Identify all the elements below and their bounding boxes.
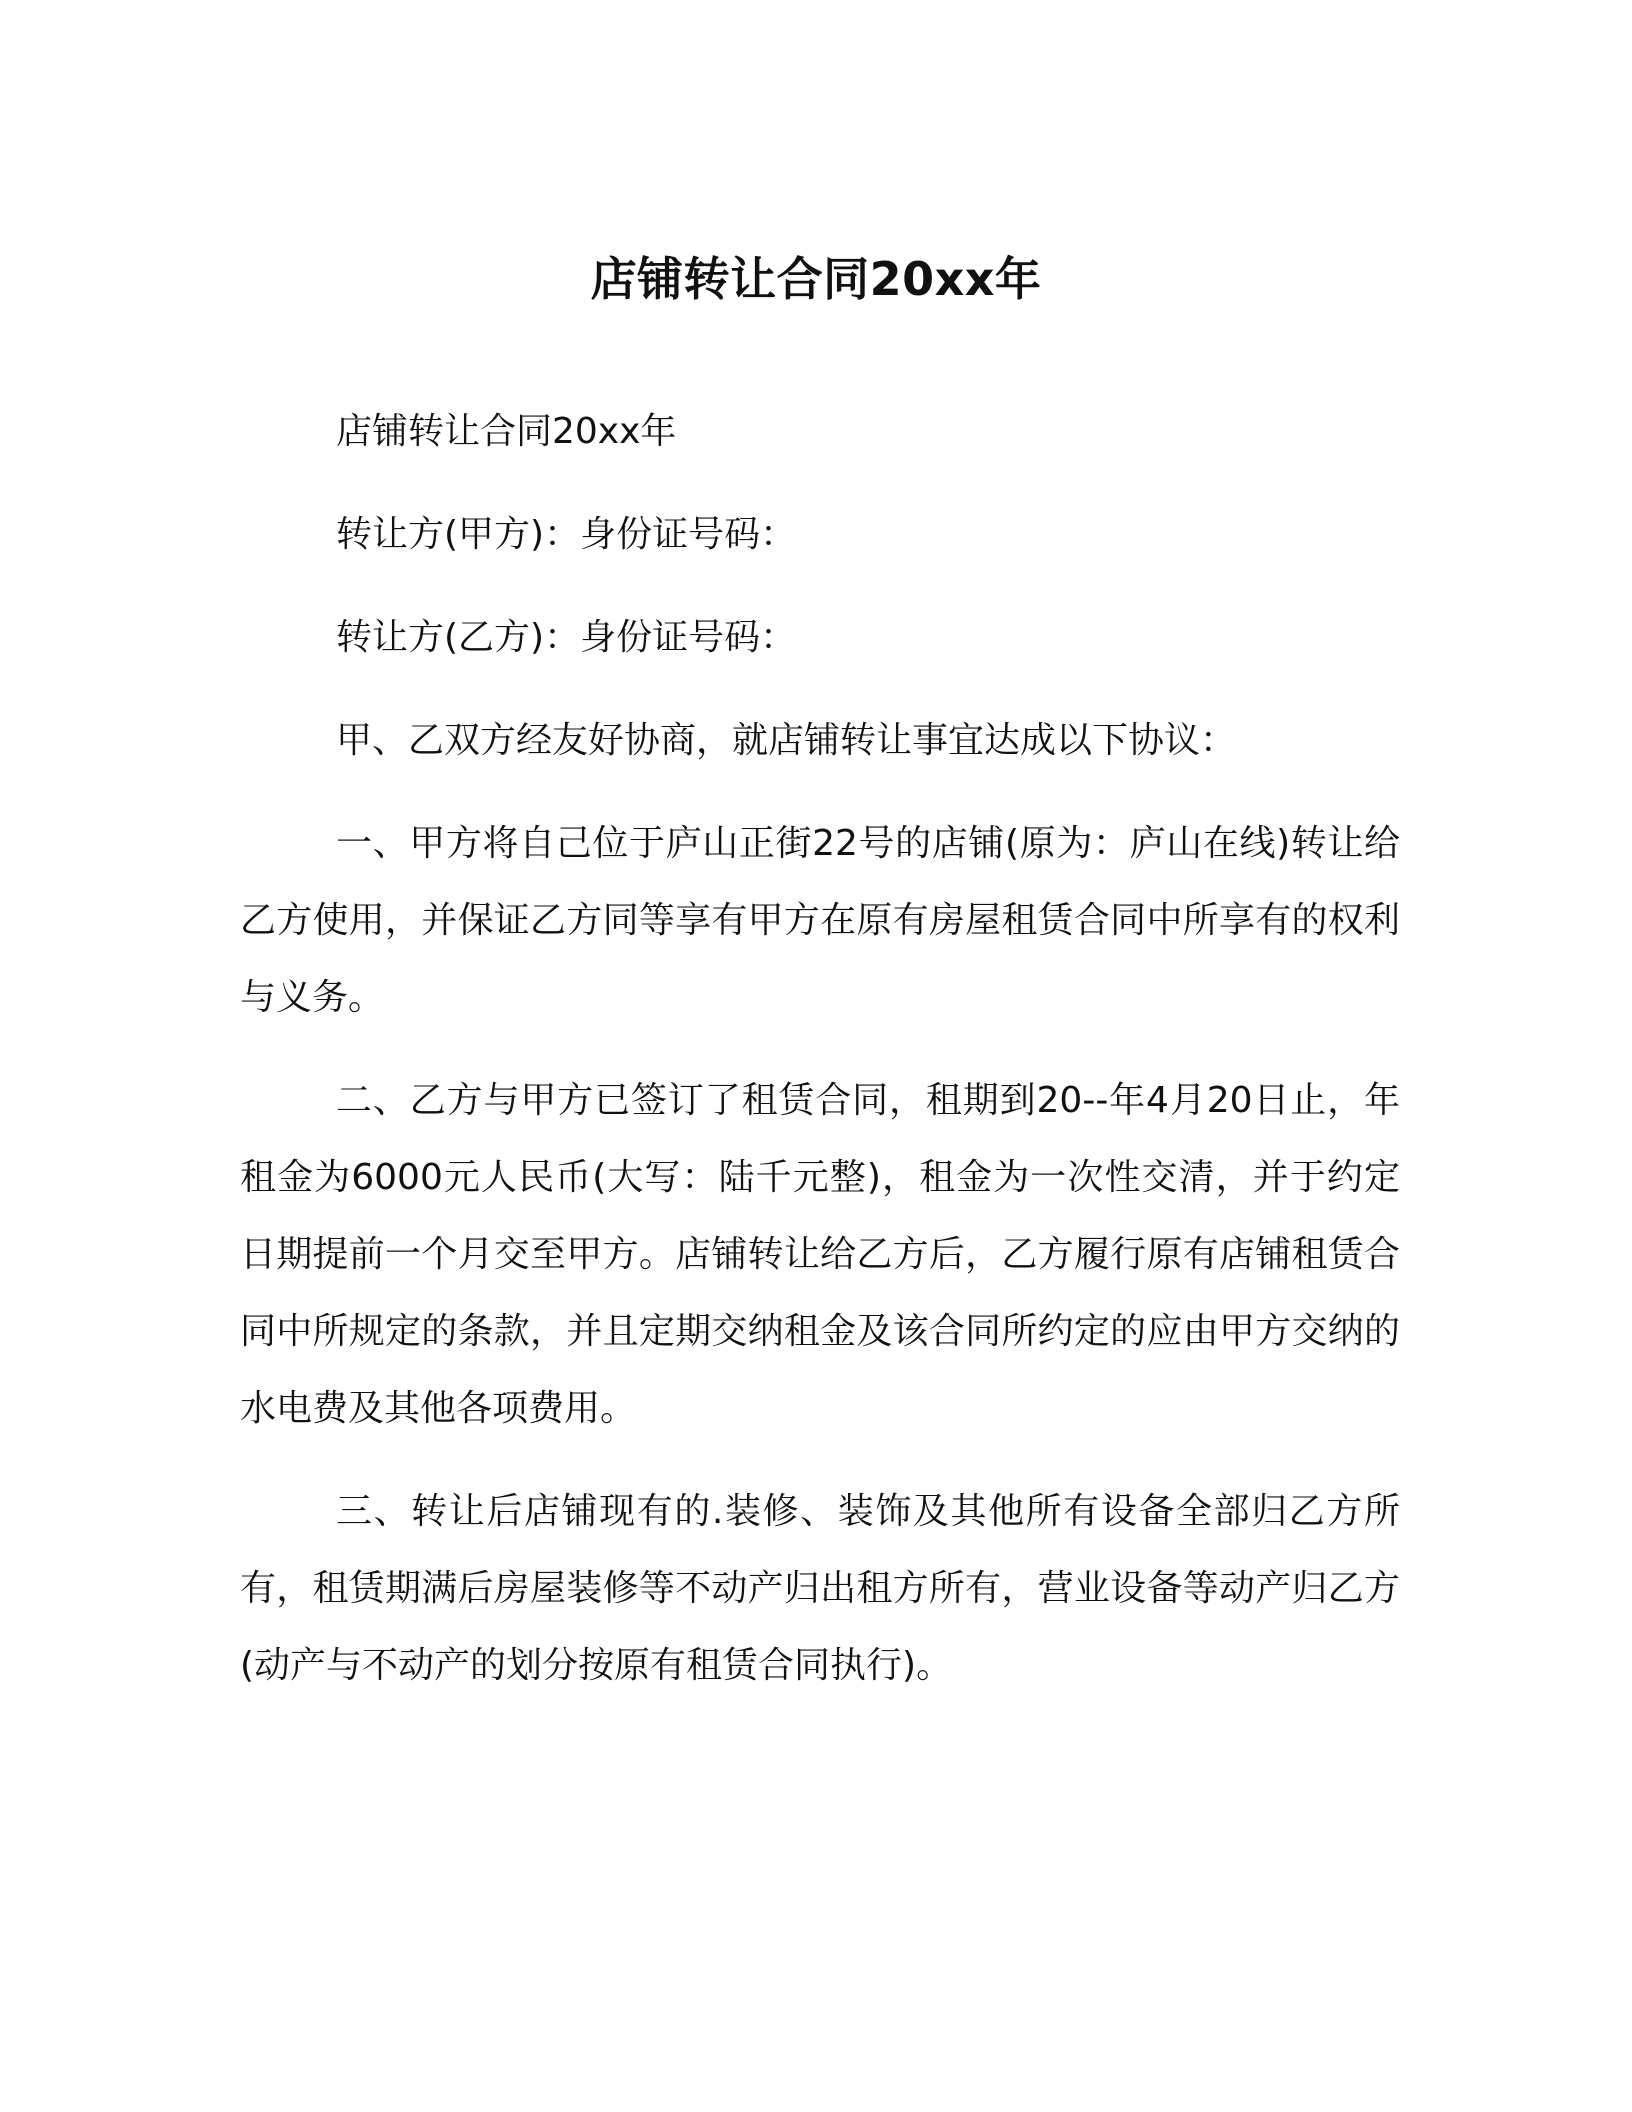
paragraph-party-a: 转让方(甲方)：身份证号码： xyxy=(336,514,797,555)
paragraph-clause-1: 一、甲方将自己位于庐山正街22号的店铺(原为：庐山在线)转让给乙方使用，并保证乙方同等享有甲方在原有房屋租赁合同中所享有的权利与义务。 xyxy=(240,823,1400,1018)
paragraph-preamble: 甲、乙双方经友好协商，就店铺转让事宜达成以下协议： xyxy=(336,720,1237,761)
paragraph-party-b: 转让方(乙方)：身份证号码： xyxy=(336,617,797,658)
paragraph-clause-3: 三、转让后店铺现有的.装修、装饰及其他所有设备全部归乙方所有，租赁期满后房屋装修等不动产归出租方所有，营业设备等动产归乙方(动产与不动产的划分按原有租赁合同执行)。 xyxy=(240,1491,1400,1686)
document-title: 店铺转让合同20xx年 xyxy=(590,251,1042,306)
paragraph-subtitle: 店铺转让合同20xx年 xyxy=(336,411,677,452)
document-body xyxy=(240,393,1400,1704)
paragraph-clause-2: 二、乙方与甲方已签订了租赁合同，租期到20--年4月20日止，年租金为6000元人民币(大写：陆千元整)，租金为一次性交清，并于约定日期提前一个月交至甲方。店铺转让给乙方后，乙方履行原有店铺租赁合同中所规定的条款，并且定期交纳租金及该合同所约定的应由甲方交纳的水电费及其他各项费用。 xyxy=(240,1080,1400,1429)
